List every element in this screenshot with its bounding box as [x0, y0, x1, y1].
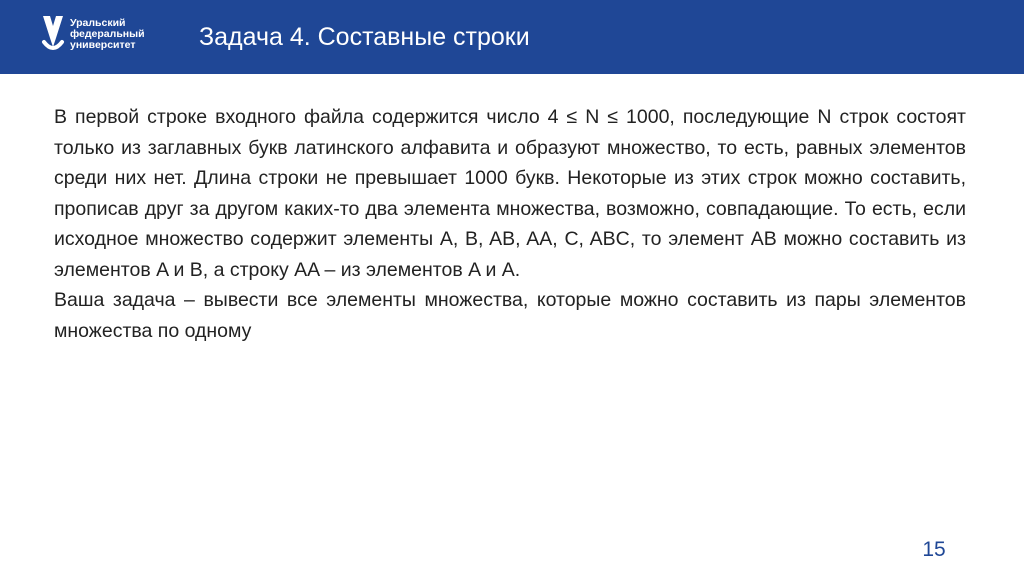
- page-number: 15: [922, 538, 946, 561]
- logo-text-line-2: федеральный: [70, 27, 145, 40]
- university-logo-icon: [40, 14, 66, 54]
- task-description: [54, 102, 966, 346]
- slide-title: Задача 4. Составные строки: [199, 23, 530, 51]
- header-bar: [0, 0, 1024, 74]
- university-logo-text: [70, 18, 145, 51]
- logo-text-line-3: университет: [70, 38, 136, 51]
- logo-text-line-1: Уральский: [70, 16, 126, 29]
- university-logo: [40, 12, 145, 56]
- task-paragraph-2: Ваша задача – вывести все элементы множества, которые можно составить из пары элементов множества по одному: [54, 289, 966, 342]
- task-paragraph-1: В первой строке входного файла содержится число 4 ≤ N ≤ 1000, последующие N строк состоят только из заглавных букв латинского алфавита и образуют множество, то есть, равных элементов среди них нет. Длина строки не превышает 1000 букв. Некоторые из этих строк можно составить, прописав друг за другом каких-то два элемента множества, возможно, совпадающие. То есть, если исходное множество содержит элементы A, B, AB, AA, C, ABC, то элемент AB можно составить из элементов A и B, а строку AA – из элементов A и A.: [54, 106, 966, 281]
